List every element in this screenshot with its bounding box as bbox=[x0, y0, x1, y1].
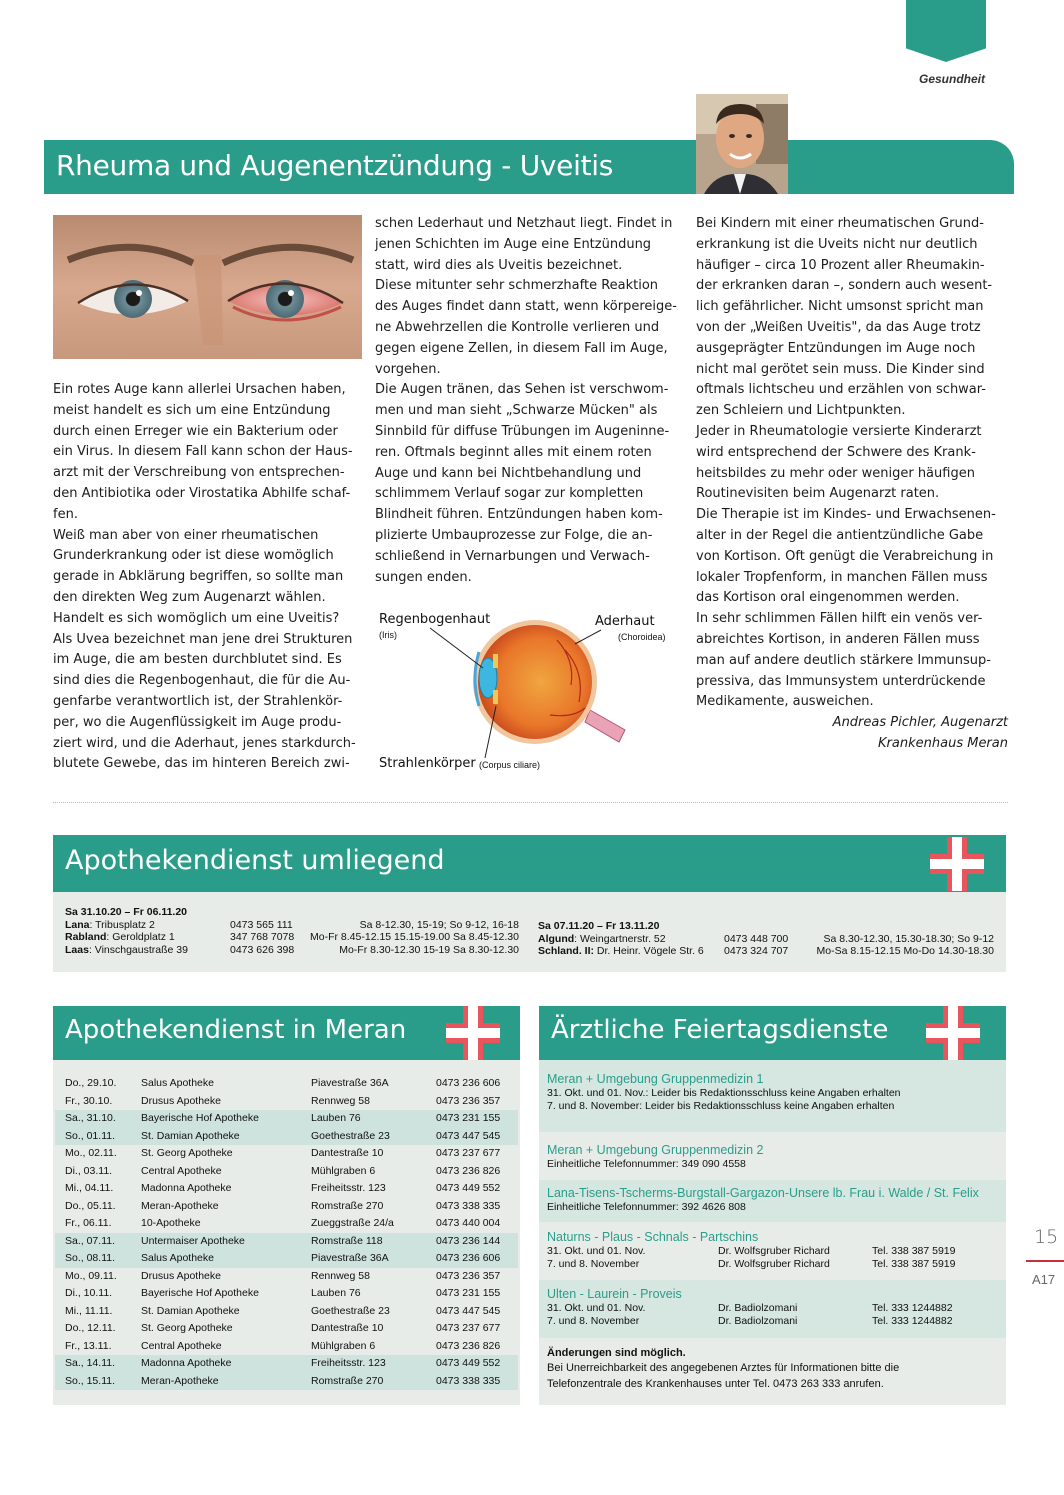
pharmacy-name: St. Damian Apotheke bbox=[141, 1304, 240, 1317]
pharmacy-name: Drusus Apotheke bbox=[141, 1269, 221, 1282]
street: Lauben 76 bbox=[311, 1112, 361, 1124]
street: Freiheitsstr. 123 bbox=[311, 1357, 386, 1369]
group-heading: Meran + Umgebung Gruppenmedizin 1 bbox=[547, 1072, 764, 1086]
street: Zueggstraße 24/a bbox=[311, 1217, 394, 1229]
hours: Mo-Sa 8.15-12.15 Mo-Do 14.30-18.30 bbox=[816, 945, 994, 957]
article-title-bar bbox=[44, 140, 1014, 194]
table-row bbox=[55, 1145, 518, 1163]
schedule-row bbox=[547, 1302, 1006, 1315]
schedule-row bbox=[547, 1315, 1006, 1328]
label-ciliary: Strahlenkörper bbox=[379, 756, 476, 771]
telephone: 0473 236 357 bbox=[436, 1269, 501, 1282]
medical-cross-icon bbox=[926, 1006, 980, 1060]
umliegend-week-2 bbox=[538, 920, 998, 958]
table-row bbox=[55, 1215, 518, 1233]
author-portrait bbox=[696, 94, 788, 194]
table-row bbox=[55, 1338, 518, 1356]
article-column-1 bbox=[53, 380, 365, 775]
telephone: 0473 237 677 bbox=[436, 1147, 501, 1159]
pharmacy-name: Meran-Apotheke bbox=[141, 1374, 219, 1387]
hours: Mo-Fr 8.30-12.30 15-19 Sa 8.30-12.30 bbox=[339, 943, 519, 956]
table-row bbox=[55, 1093, 518, 1111]
pharmacy-row bbox=[538, 933, 998, 946]
pharmacy-name: Meran-Apotheke bbox=[141, 1199, 219, 1212]
pharmacy-name: St. Georg Apotheke bbox=[141, 1322, 233, 1334]
feiertag-group-2 bbox=[539, 1143, 1006, 1171]
phone: 0473 626 398 bbox=[230, 943, 295, 956]
pharmacy-cross-icon bbox=[930, 837, 984, 891]
date: So., 01.11. bbox=[65, 1129, 116, 1142]
street: Goethestraße 23 bbox=[311, 1129, 390, 1142]
pharmacy-row bbox=[65, 919, 525, 932]
address: Dr. Heinr. Vögele Str. 6 bbox=[594, 945, 704, 957]
street: Romstraße 118 bbox=[311, 1234, 383, 1247]
date: Fr., 13.11. bbox=[65, 1339, 112, 1352]
label-choroid-sub: (Choroidea) bbox=[618, 632, 666, 642]
schedule-row bbox=[547, 1258, 1006, 1271]
address: : Tribusplatz 2 bbox=[89, 918, 155, 931]
hours: Mo-Fr 8.45-12.15 15.15-19.00 Sa 8.45-12.30 bbox=[310, 931, 519, 943]
date: Sa., 14.11. bbox=[65, 1357, 116, 1369]
date: Fr., 30.10. bbox=[65, 1094, 113, 1107]
telephone: 0473 236 826 bbox=[436, 1339, 501, 1352]
date: Di., 10.11. bbox=[65, 1287, 113, 1299]
table-row bbox=[55, 1110, 518, 1128]
table-row bbox=[55, 1180, 518, 1198]
pharmacy-name: Salus Apotheke bbox=[141, 1252, 214, 1264]
doctor: Dr. Badiolzomani bbox=[718, 1302, 798, 1314]
note-line: Bei Unerreichbarkeit des angegebenen Arztes für Informationen bitte die bbox=[547, 1361, 900, 1374]
group-line: Einheitliche Telefonnummer: 349 090 4558 bbox=[547, 1158, 746, 1170]
telephone: Tel. 338 387 5919 bbox=[872, 1245, 956, 1257]
telephone: 0473 236 357 bbox=[436, 1094, 501, 1107]
date: Mi., 04.11. bbox=[65, 1182, 114, 1194]
place: Algund bbox=[538, 932, 575, 945]
table-row bbox=[55, 1373, 518, 1391]
table-row bbox=[55, 1233, 518, 1251]
umliegend-title-bar bbox=[53, 835, 1006, 892]
telephone: Tel. 333 1244882 bbox=[872, 1302, 953, 1314]
place: Rabland bbox=[65, 931, 107, 943]
group-heading: Ulten - Laurein - Proveis bbox=[547, 1287, 682, 1301]
article-title: Rheuma und Augenentzündung - Uveitis bbox=[56, 149, 614, 182]
pharmacy-name: Untermaiser Apotheke bbox=[141, 1234, 245, 1247]
street: Rennweg 58 bbox=[311, 1269, 370, 1282]
pharmacy-name: Madonna Apotheke bbox=[141, 1182, 232, 1194]
pharmacy-cross-icon bbox=[446, 1006, 500, 1060]
group-line: Einheitliche Telefonnummer: 392 4626 808 bbox=[547, 1201, 746, 1213]
label-iris-sub: (Iris) bbox=[379, 630, 397, 640]
section-divider bbox=[53, 802, 1008, 803]
telephone: 0473 447 545 bbox=[436, 1129, 501, 1142]
page-number: 15 bbox=[1034, 1226, 1059, 1248]
table-row bbox=[55, 1355, 518, 1373]
feiertag-group-1 bbox=[539, 1072, 1006, 1112]
article-column-3 bbox=[696, 214, 1008, 755]
schedule-row bbox=[547, 1245, 1006, 1258]
meran-title: Apothekendienst in Meran bbox=[65, 1015, 407, 1045]
date: Mo., 09.11. bbox=[65, 1269, 117, 1282]
date: 7. und 8. November bbox=[547, 1314, 640, 1327]
date: Sa., 31.10. bbox=[65, 1112, 116, 1124]
week-1-range: Sa 31.10.20 – Fr 06.11.20 bbox=[65, 906, 188, 918]
red-eye-photo bbox=[53, 215, 362, 359]
table-row bbox=[55, 1268, 518, 1286]
umliegend-week-1 bbox=[65, 906, 525, 956]
pharmacy-name: Drusus Apotheke bbox=[141, 1094, 221, 1107]
place: Laas bbox=[65, 943, 89, 956]
article-text-2: schen Lederhaut und Netzhaut liegt. Findet in jenen Schichten im Auge eine Entzündung statt, wird dies als Uveitis bezeichnet. Diese mitunter sehr schmerzhafte Reaktion des Auges findet dann statt, wenn körpereige- ne Abwehrzellen die Kontrolle verlieren und gegen eigene Zellen, in diesem Fall im Auge, vorgehen. Die Augen tränen, das Sehen ist verschwom- men und man sieht „Schwarze Mücken" als Sinnbild für diffuse Trübungen im Augeninne- ren. Oftmals beginnt alles mit einem roten Auge und kann bei Nichtbehandlung und schlimmem Verlauf sogar zur kompletten Blindheit führen. Entzündungen haben kom- plizierte Umbauprozesse zur Folge, die an- schließend in Vernarbungen und Verwach- sungen enden. bbox=[375, 216, 677, 585]
pharmacy-name: Salus Apotheke bbox=[141, 1077, 214, 1089]
group-heading: Lana-Tisens-Tscherms-Burgstall-Gargazon-Unsere lb. Frau i. Walde / St. Felix bbox=[547, 1186, 979, 1200]
pharmacy-name: Madonna Apotheke bbox=[141, 1357, 232, 1369]
address: : Geroldplatz 1 bbox=[106, 931, 175, 943]
telephone: 0473 236 826 bbox=[436, 1164, 501, 1177]
date: 31. Okt. und 01. Nov. bbox=[547, 1302, 646, 1314]
section-tab bbox=[906, 0, 986, 62]
place: Lana bbox=[65, 918, 90, 931]
doctor: Dr. Wolfsgruber Richard bbox=[718, 1245, 830, 1257]
feiertag-group-4 bbox=[539, 1230, 1006, 1270]
telephone: 0473 440 004 bbox=[436, 1217, 501, 1229]
table-row bbox=[55, 1128, 518, 1146]
page-number-rule bbox=[1026, 1260, 1064, 1262]
pharmacy-row bbox=[65, 944, 525, 957]
pharmacy-name: Bayerische Hof Apotheke bbox=[141, 1287, 259, 1299]
date: So., 15.11. bbox=[65, 1374, 116, 1387]
page-code: A17 bbox=[1032, 1272, 1056, 1287]
telephone: 0473 236 606 bbox=[436, 1252, 501, 1264]
telephone: 0473 236 144 bbox=[436, 1234, 501, 1247]
feiertag-group-5 bbox=[539, 1287, 1006, 1327]
pharmacy-name: Central Apotheke bbox=[141, 1164, 222, 1177]
table-row bbox=[55, 1075, 518, 1093]
pharmacy-row bbox=[65, 931, 525, 944]
pharmacy-name: St. Damian Apotheke bbox=[141, 1129, 240, 1142]
table-row bbox=[55, 1303, 518, 1321]
telephone: Tel. 333 1244882 bbox=[872, 1314, 953, 1327]
pharmacy-name: Bayerische Hof Apotheke bbox=[141, 1112, 259, 1124]
feiertag-group-3 bbox=[539, 1186, 1006, 1214]
phone: 0473 565 111 bbox=[230, 918, 293, 931]
date: Mo., 02.11. bbox=[65, 1147, 117, 1159]
label-iris: Regenbogenhaut bbox=[379, 612, 491, 627]
telephone: 0473 338 335 bbox=[436, 1374, 501, 1387]
pharmacy-row bbox=[538, 945, 998, 958]
feiertag-note bbox=[539, 1347, 1006, 1392]
street: Dantestraße 10 bbox=[311, 1147, 384, 1159]
date: Sa., 07.11. bbox=[65, 1234, 116, 1247]
article-column-2 bbox=[375, 214, 687, 588]
street: Rennweg 58 bbox=[311, 1094, 370, 1107]
street: Goethestraße 23 bbox=[311, 1304, 390, 1317]
date: Do., 29.10. bbox=[65, 1077, 117, 1089]
group-heading: Meran + Umgebung Gruppenmedizin 2 bbox=[547, 1143, 764, 1157]
phone: 0473 448 700 bbox=[724, 932, 789, 945]
street: Romstraße 270 bbox=[311, 1199, 384, 1212]
doctor: Dr. Badiolzomani bbox=[718, 1314, 798, 1327]
street: Romstraße 270 bbox=[311, 1374, 384, 1387]
phone: 347 768 7078 bbox=[230, 931, 295, 943]
section-label: Gesundheit bbox=[918, 72, 985, 86]
feiertag-title: Ärztliche Feiertagsdienste bbox=[551, 1015, 889, 1045]
date: Do., 12.11. bbox=[65, 1322, 116, 1334]
telephone: 0473 449 552 bbox=[436, 1182, 501, 1194]
street: Piavestraße 36A bbox=[311, 1252, 389, 1264]
table-row bbox=[55, 1320, 518, 1338]
date: Fr., 06.11. bbox=[65, 1217, 112, 1229]
date: 31. Okt. und 01. Nov. bbox=[547, 1245, 646, 1257]
doctor: Dr. Wolfsgruber Richard bbox=[718, 1257, 830, 1270]
group-line: 31. Okt. und 01. Nov.: Leider bis Redaktionsschluss keine Angaben erhalten bbox=[547, 1087, 901, 1099]
place: Schland. II: bbox=[538, 945, 595, 957]
meran-pharmacy-table bbox=[55, 1075, 518, 1390]
telephone: 0473 447 545 bbox=[436, 1304, 501, 1317]
group-heading: Naturns - Plaus - Schnals - Partschins bbox=[547, 1230, 759, 1244]
label-ciliary-sub: (Corpus ciliare) bbox=[479, 760, 541, 770]
label-choroid: Aderhaut bbox=[595, 614, 655, 629]
date: Mi., 11.11. bbox=[65, 1304, 113, 1317]
hours: Sa 8-12.30, 15-19; So 9-12, 16-18 bbox=[359, 918, 519, 931]
date: 7. und 8. November bbox=[547, 1257, 640, 1270]
table-row bbox=[55, 1250, 518, 1268]
group-line: 7. und 8. November: Leider bis Redaktionsschluss keine Angaben erhalten bbox=[547, 1099, 895, 1112]
eye-anatomy-diagram bbox=[375, 610, 687, 775]
table-row bbox=[55, 1163, 518, 1181]
note-heading: Änderungen sind möglich. bbox=[547, 1347, 686, 1359]
article-text-1: Ein rotes Auge kann allerlei Ursachen haben, meist handelt es sich um eine Entzündung durch einen Erreger wie ein Bakterium oder ein Virus. In diesem Fall kann schon der Haus- arzt mit der Verschreibung von entsprechen- den Antibiotika oder Virostatika Abhilfe schaf- fen. Weiß man aber von einer rheumatischen Grunderkrankung oder ist diese womöglich gerade in Abklärung begriffen, so sollte man den direkten Weg zum Augenarzt wählen. Handelt es sich womöglich um eine Uveitis? Als Uvea bezeichnet man jene drei Strukturen im Auge, die am besten durchblutet sind. Es sind dies die Regenbogenhaut, die für die Au- genfarbe verantwortlich ist, der Strahlenkör- per, wo die Augenflüssigkeit im Auge produ- ziert wird, und die Aderhaut, jenes starkdurch- blutete Gewebe, das im hinteren Bereich zwi- bbox=[53, 382, 356, 772]
table-row bbox=[55, 1285, 518, 1303]
pharmacy-name: 10-Apotheke bbox=[141, 1217, 201, 1229]
pharmacy-name: St. Georg Apotheke bbox=[141, 1147, 233, 1159]
street: Mühlgraben 6 bbox=[311, 1339, 376, 1352]
telephone: 0473 231 155 bbox=[436, 1287, 501, 1299]
umliegend-title: Apothekendienst umliegend bbox=[65, 845, 445, 876]
street: Lauben 76 bbox=[311, 1287, 361, 1299]
note-line: Telefonzentrale des Krankenhauses unter Tel. 0473 263 333 anrufen. bbox=[547, 1377, 884, 1390]
author-signature: Andreas Pichler, Augenarzt Krankenhaus Meran bbox=[832, 715, 1008, 751]
address: : Weingartnerstr. 52 bbox=[574, 932, 666, 945]
date: Di., 03.11. bbox=[65, 1164, 113, 1177]
phone: 0473 324 707 bbox=[724, 945, 789, 957]
telephone: 0473 338 335 bbox=[436, 1199, 501, 1212]
street: Piavestraße 36A bbox=[311, 1077, 389, 1089]
street: Freiheitsstr. 123 bbox=[311, 1182, 386, 1194]
article-text-3: Bei Kindern mit einer rheumatischen Grund- erkrankung ist die Uveits nicht nur deutlich häufiger – circa 10 Prozent aller Rheumakin- der erkranken daran –, sondern auch wesent- lich gefährlicher. Nicht umsonst spricht man von der „Weißen Uveitis", da das Auge trotz ausgeprägter Entzündungen im Auge noch nicht mal gerötet sein muss. Die Kinder sind oftmals lichtscheu und erzählen von schwar- zen Schleiern und Lichtpunkten. Jeder in Rheumatologie versierte Kinderarzt wird entsprechend der Schwere des Krank- heitsbildes zu mehr oder weniger häufigen Routinevisiten beim Augenarzt raten. Die Therapie ist im Kindes- und Erwachsenen- alter in der Regel die antientzündliche Gabe von Kortison. Oft genügt die Verabreichung in lokaler Tropfenform, in manchen Fällen muss das Kortison oral eingenommen werden. In sehr schlimmen Fällen hilft ein venös ver- abreichtes Kortison, in anderen Fällen muss man auf andere deutlich stärkere Immunsup- pressiva, das Immunsystem unterdrückende Medikamente, ausweichen. bbox=[696, 216, 996, 710]
street: Mühlgraben 6 bbox=[311, 1164, 376, 1177]
telephone: 0473 231 155 bbox=[436, 1112, 501, 1124]
telephone: 0473 237 677 bbox=[436, 1322, 501, 1334]
week-2-range: Sa 07.11.20 – Fr 13.11.20 bbox=[538, 920, 660, 932]
telephone: 0473 449 552 bbox=[436, 1357, 501, 1369]
date: Do., 05.11. bbox=[65, 1199, 116, 1212]
meran-title-bar bbox=[53, 1006, 520, 1060]
address: : Vinschgaustraße 39 bbox=[88, 943, 188, 956]
pharmacy-name: Central Apotheke bbox=[141, 1339, 222, 1352]
telephone: Tel. 338 387 5919 bbox=[872, 1257, 956, 1270]
table-row bbox=[55, 1198, 518, 1216]
telephone: 0473 236 606 bbox=[436, 1077, 501, 1089]
date: So., 08.11. bbox=[65, 1252, 116, 1264]
street: Dantestraße 10 bbox=[311, 1322, 384, 1334]
hours: Sa 8.30-12.30, 15.30-18.30; So 9-12 bbox=[823, 932, 994, 945]
feiertag-title-bar bbox=[539, 1006, 1006, 1060]
